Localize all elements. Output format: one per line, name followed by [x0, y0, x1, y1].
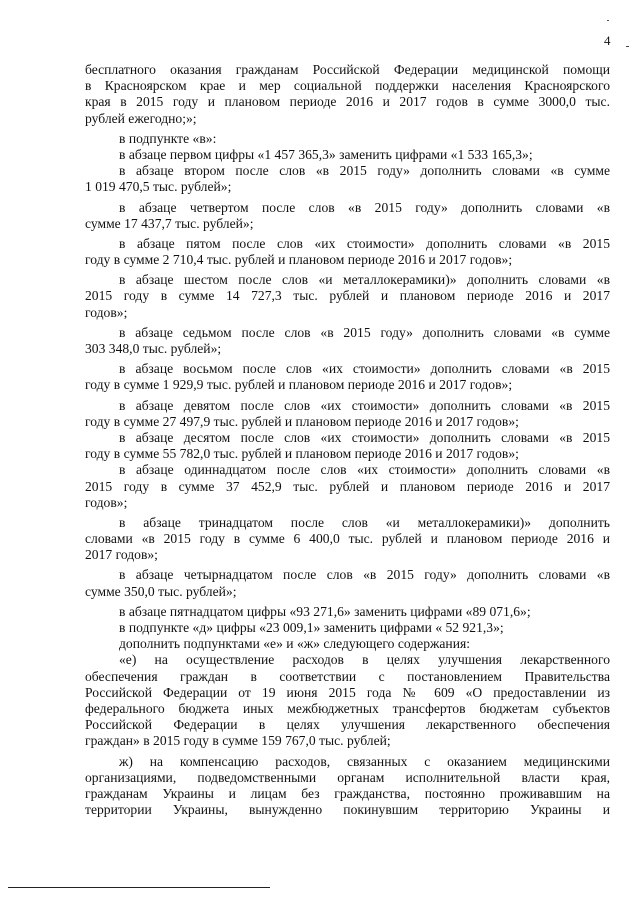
- text-line: ж) на компенсацию расходов, связанных с оказанием медицинскими: [119, 753, 610, 769]
- text-line: федерального бюджета иных межбюджетных трансфертов бюджетам субъектов: [85, 700, 610, 716]
- text-line: в абзаце четвертом после слов «в 2015 году» дополнить словами «в: [119, 199, 610, 215]
- text-line: сумме 350,0 тыс. рублей»;: [85, 583, 237, 599]
- scan-artifact: [626, 46, 629, 47]
- text-line: в абзаце пятом после слов «их стоимости» дополнить словами «в 2015: [119, 235, 610, 251]
- text-line: в абзаце десятом после слов «их стоимости» дополнить словами «в 2015: [119, 429, 610, 445]
- text-line: словами «в 2015 году в сумме 6 400,0 тыс. рублей и плановом периоде 2016 и: [85, 531, 610, 547]
- text-line: в абзаце тринадцатом после слов «и металлокерамики)» дополнить: [119, 514, 610, 530]
- text-line: годов»;: [85, 304, 128, 320]
- text-line: «е) на осуществление расходов в целях улучшения лекарственного: [119, 652, 610, 668]
- text-line: в Красноярском крае и мер социальной поддержки населения Красноярского: [85, 78, 610, 94]
- text-line: территории Украины, вынужденно покинувшим территорию Украины и: [85, 802, 610, 818]
- text-line: обеспечения граждан в соответствии с постановлением Правительства: [85, 668, 610, 684]
- text-line: края в 2015 году и плановом периоде 2016 и 2017 годов в сумме 3000,0 тыс.: [85, 94, 610, 110]
- text-line: в абзаце восьмом после слов «их стоимости» дополнить словами «в 2015: [119, 361, 610, 377]
- text-line: в абзаце втором после слов «в 2015 году» дополнить словами «в сумме: [119, 163, 610, 179]
- text-line: году в сумме 2 710,4 тыс. рублей и плановом периоде 2016 и 2017 годов»;: [85, 252, 513, 268]
- text-line: в абзаце девятом после слов «их стоимости» дополнить словами «в 2015: [119, 397, 610, 413]
- text-line: в подпункте «в»:: [119, 130, 217, 146]
- text-line: году в сумме 55 782,0 тыс. рублей и плановом периоде 2016 и 2017 годов»;: [85, 446, 519, 462]
- text-line: году в сумме 1 929,9 тыс. рублей и плановом периоде 2016 и 2017 годов»;: [85, 377, 513, 393]
- text-line: в абзаце седьмом после слов «в 2015 году» дополнить словами «в сумме: [119, 324, 610, 340]
- scan-artifact: [607, 20, 609, 21]
- text-line: организациями, подведомственными органам исполнительной власти края,: [85, 769, 610, 785]
- text-line: граждан» в 2015 году в сумме 159 767,0 тыс. рублей;: [85, 733, 391, 749]
- text-line: в абзаце шестом после слов «и металлокерамики)» дополнить словами «в: [119, 272, 610, 288]
- text-line: в абзаце первом цифры «1 457 365,3» заменить цифрами «1 533 165,3»;: [119, 146, 533, 162]
- text-line: 2015 году в сумме 37 452,9 тыс. рублей и плановом периоде 2016 и 2017: [85, 478, 610, 494]
- text-line: сумме 17 437,7 тыс. рублей»;: [85, 215, 254, 231]
- document-body: [85, 62, 610, 818]
- text-line: году в сумме 27 497,9 тыс. рублей и плановом периоде 2016 и 2017 годов»;: [85, 413, 519, 429]
- text-line: 1 019 470,5 тыс. рублей»;: [85, 179, 232, 195]
- text-line: 2015 году в сумме 14 727,3 тыс. рублей и плановом периоде 2016 и 2017: [85, 288, 610, 304]
- text-line: бесплатного оказания гражданам Российской Федерации медицинской помощи: [85, 62, 610, 77]
- text-line: 2017 годов»;: [85, 547, 158, 563]
- text-line: Российской Федерации в целях улучшения лекарственного обеспечения: [85, 717, 610, 733]
- footer-rule: [8, 887, 270, 888]
- text-line: в подпункте «д» цифры «23 009,1» заменить цифрами « 52 921,3»;: [119, 620, 504, 635]
- text-line: дополнить подпунктами «е» и «ж» следующего содержания:: [119, 636, 471, 652]
- text-line: в абзаце четырнадцатом после слов «в 2015 году» дополнить словами «в: [119, 567, 610, 583]
- text-line: в абзаце пятнадцатом цифры «93 271,6» заменить цифрами «89 071,6»;: [119, 603, 531, 619]
- text-line: 303 348,0 тыс. рублей»;: [85, 341, 222, 356]
- page-number: 4: [604, 33, 611, 48]
- text-line: годов»;: [85, 494, 128, 510]
- text-line: гражданам Украины и лицам без гражданства, постоянно проживавшим на: [85, 785, 610, 801]
- text-line: Российской Федерации от 19 июня 2015 года № 609 «О предоставлении из: [85, 684, 610, 700]
- text-line: рублей ежегодно;»;: [85, 110, 197, 126]
- text-line: в абзаце одиннадцатом после слов «их стоимости» дополнить словами «в: [119, 462, 610, 478]
